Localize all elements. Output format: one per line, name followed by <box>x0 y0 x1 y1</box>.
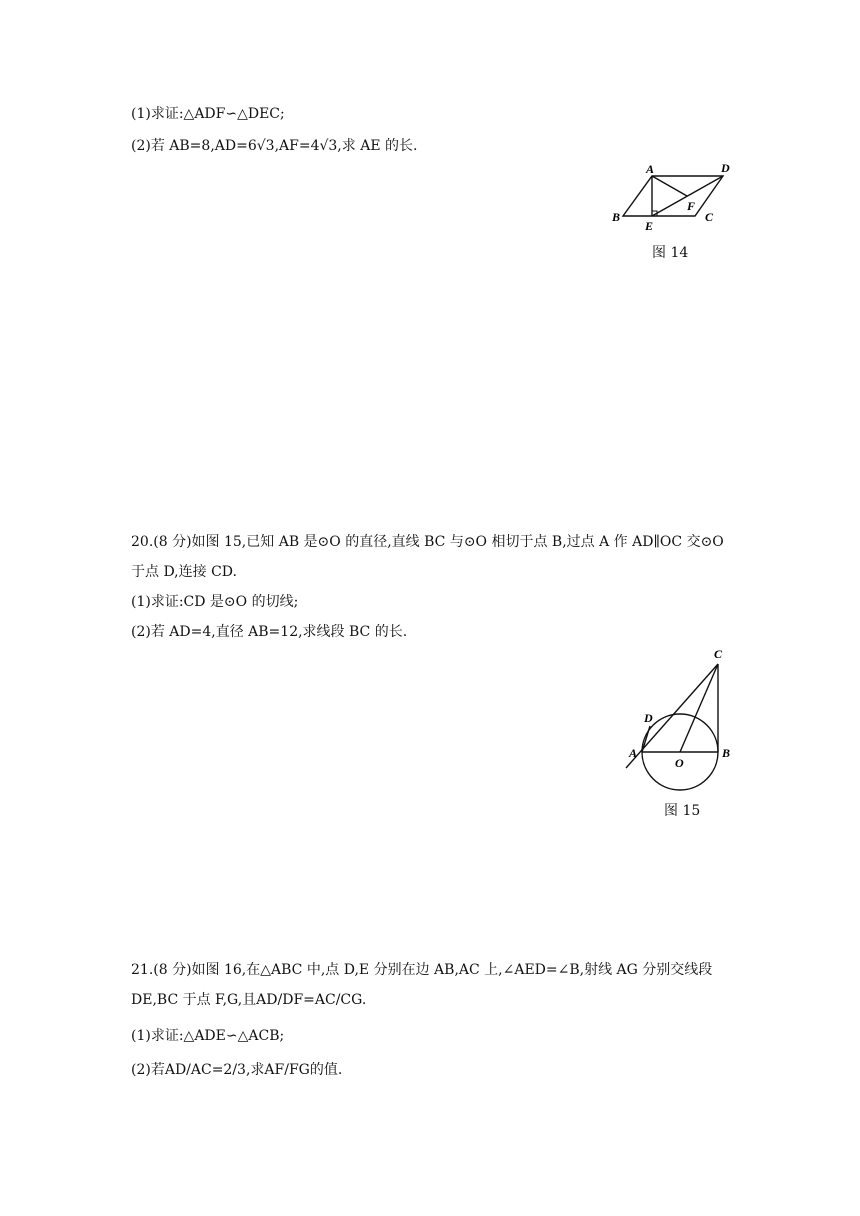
q19-part2: (2)若 AB=8,AD=6√3,AF=4√3,求 AE 的长. <box>131 138 418 154</box>
q21-part2: (2)若AD/AC=2/3,求AF/FG的值. <box>131 1062 343 1078</box>
q21-line2: DE,BC 于点 F,G,且AD/DF=AC/CG. <box>131 992 367 1008</box>
q19-part1: (1)求证:△ADF∽△DEC; <box>131 106 285 122</box>
q20-part2: (2)若 AD=4,直径 AB=12,求线段 BC 的长. <box>131 624 408 640</box>
segment-af <box>652 176 687 196</box>
label-d: D <box>644 711 653 725</box>
q21-part1: (1)求证:△ADE∽△ACB; <box>131 1028 285 1044</box>
q20-line1: 20.(8 分)如图 15,已知 AB 是⊙O 的直径,直线 BC 与⊙O 相切于点 B,过点 A 作 AD∥OC 交⊙O <box>131 534 724 550</box>
label-b: B <box>612 210 621 224</box>
label-f: F <box>687 199 696 213</box>
q21-line1: 21.(8 分)如图 16,在△ABC 中,点 D,E 分别在边 AB,AC 上,∠AED=∠B,射线 AG 分别交线段 <box>131 962 713 978</box>
label-b: B <box>722 746 731 760</box>
label-c: C <box>714 647 723 661</box>
label-a: A <box>629 746 638 760</box>
label-o: O <box>675 756 684 770</box>
label-d: D <box>721 161 730 175</box>
segment-oc <box>680 664 718 752</box>
figure-14 <box>605 158 745 238</box>
figure-15-caption: 图 15 <box>664 803 701 819</box>
label-a: A <box>646 162 655 176</box>
label-e: E <box>645 219 654 233</box>
q20-part1: (1)求证:CD 是⊙O 的切线; <box>131 594 299 610</box>
label-c: C <box>705 210 714 224</box>
segment-ad <box>642 726 650 752</box>
figure-14-caption: 图 14 <box>652 245 689 261</box>
q20-line2: 于点 D,连接 CD. <box>131 564 237 580</box>
figure-15 <box>618 644 743 800</box>
